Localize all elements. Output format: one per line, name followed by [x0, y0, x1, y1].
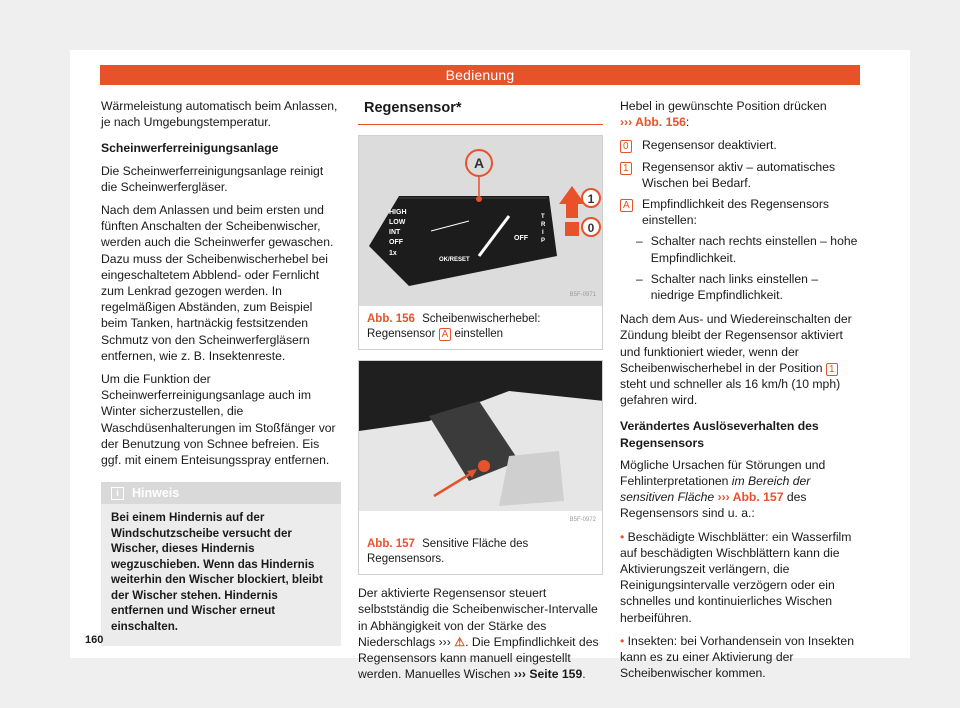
bullet-icon: • [620, 529, 625, 544]
text: steht und schneller als 16 km/h (10 mph) gefahren wird. [620, 377, 841, 408]
label-a: A [439, 328, 452, 341]
bullet-text: Insekten: bei Vorhandensein von Insekten kann es zu einer Aktivierung der Scheibenwischer kommen. [620, 633, 854, 681]
lever-label-off: OFF [389, 239, 403, 247]
lever-label-i: I [542, 230, 544, 237]
caption-text: Scheibenwischerhebel: Regensensor [367, 313, 541, 340]
figure-157 [358, 360, 603, 575]
paragraph: Die Scheinwerferreinigungsanlage reinigt die Scheinwerfergläser. [101, 163, 324, 194]
figure-label: Abb. 157 [367, 538, 415, 551]
column-right [620, 98, 860, 689]
section-title-rain-sensor: Regensensor* [358, 100, 603, 125]
callout-a: A [473, 155, 485, 172]
lever-label-off-right: OFF [514, 235, 528, 243]
sub-list-item [620, 233, 860, 265]
figure-157-caption [359, 531, 602, 574]
label-0: 0 [620, 140, 632, 153]
text: des Regensensors sind u. a.: [620, 490, 807, 521]
list-item [620, 137, 860, 153]
heading-headlight-cleaning: Scheinwerferreinigungsanlage [101, 141, 279, 156]
rain-sensor-illustration [359, 361, 602, 511]
list-item-text: Regensensor aktiv – automatisches Wischen bei Bedarf. [642, 159, 836, 190]
callout-1: 1 [587, 192, 595, 207]
link-abb-156[interactable]: ››› Abb. 156 [620, 115, 686, 130]
dash: – [636, 234, 643, 249]
lever-label-ok-reset: OK/RESET [439, 257, 470, 264]
heading-trigger-behavior: Verändertes Auslöseverhalten des Regensensors [620, 419, 819, 450]
figure-156 [358, 135, 603, 350]
callout-0: 0 [587, 221, 595, 236]
lever-label-int: INT [389, 229, 401, 237]
hint-title: Hinweis [132, 486, 180, 501]
paragraph: Nach dem Anlassen und beim ersten und fünften Anschalten der Scheibenwischer, werden auch die Scheinwerfer gewaschen. Dazu muss der Scheibenwischerhebel bei eingeschaltetem Abblend- oder Fernlicht zum Lenkrad gezogen werden. In regelmäßigen Abständen, zum Beispiel beim Tanken, hartnäckig festsitzenden Schmutz von den Scheinwerfergläsern entfernen, wie z. B. Insektenreste. [101, 203, 334, 363]
hint-box [101, 482, 341, 646]
bullet-item [620, 633, 860, 682]
sub-list-item [620, 271, 860, 303]
paragraph [620, 311, 860, 408]
page-number: 160 [85, 634, 104, 646]
text: Hebel in gewünschte Position drücken [620, 99, 827, 113]
hint-text: Bei einem Hindernis auf der Windschutzscheibe versucht der Wischer, dieses Hindernis wegzuschieben. Wenn das Hindernis weiterhin den Wischer blockiert, bleibt der Wischer stehen. Hindernis entfernen und Wischer erneut einschalten. [111, 511, 323, 633]
text: : [685, 115, 690, 130]
wiper-lever-image [359, 136, 602, 306]
text: Nach dem Aus- und Wiedereinschalten der Zündung bleibt der Regensensor aktiviert und funktioniert wieder, wenn der Scheibenwischerhebel in der Position [620, 312, 852, 375]
info-icon: i [111, 487, 124, 500]
rain-sensor-image [359, 361, 602, 531]
list-item-text: Regensensor deaktiviert. [642, 138, 777, 153]
figure-label: Abb. 156 [367, 313, 415, 326]
text: Mögliche Ursachen für Störungen und Fehlinterpretationen [620, 457, 826, 489]
lever-label-1x: 1x [389, 250, 397, 258]
link-abb-157[interactable]: ››› Abb. 157 [717, 490, 784, 505]
label-1: 1 [826, 363, 838, 376]
lever-label-r: R [541, 222, 546, 229]
reference-arrow: ››› [438, 634, 451, 649]
dash: – [636, 271, 643, 286]
image-code: B5F-0971 [569, 292, 596, 298]
intro-text: Wärmeleistung automatisch beim Anlassen, je nach Umgebungstemperatur. [101, 99, 338, 130]
lever-label-p: P [541, 238, 546, 245]
lever-label-low: LOW [389, 219, 406, 227]
sub-list-item-text: Schalter nach rechts einstellen – hohe Empfindlichkeit. [650, 234, 858, 265]
paragraph: Um die Funktion der Scheinwerferreinigungsanlage auch im Winter sicherzustellen, die Waschdüsenhalterungen im Stoßfänger vor der Benutzung von Schnee befreien. Eis ggf. mit einem Enteisungsspray entfernen. [101, 372, 336, 468]
wiper-lever-illustration [359, 136, 602, 306]
column-left [101, 98, 341, 646]
bullet-text: Beschädigte Wischblätter: ein Wasserfilm auf beschädigten Wischblättern kann die Aktivierungszeit verlängern, die Reinigungsintervalle verzögern oder ein schnelles und kontinuierliches Wischen herbeiführen. [620, 529, 852, 625]
lever-label-t: T [541, 214, 545, 221]
lever-label-high: HIGH [389, 209, 407, 217]
hint-header [101, 482, 341, 504]
warning-icon[interactable]: ⚠ [454, 634, 466, 649]
caption-text: einstellen [454, 327, 504, 340]
bullet-item [620, 529, 860, 626]
bullet-icon: • [620, 633, 625, 648]
caption-text: Sensitive Fläche des Regensensors. [367, 538, 529, 565]
paragraph [620, 457, 860, 522]
link-seite-159[interactable]: ››› Seite 159 [513, 667, 583, 682]
column-middle [358, 100, 603, 689]
text: . Die Empfindlichkeit des Regensensors kann manuell eingestellt werden. Manuelles Wischen [358, 634, 599, 682]
label-1: 1 [620, 162, 632, 175]
text: . [582, 667, 586, 682]
text: Der aktivierte Regensensor steuert selbstständig die Scheibenwischer-Intervalle in Abhängigkeit von der Stärke des Niederschlags [358, 586, 598, 649]
sub-list-item-text: Schalter nach links einstellen – niedrige Empfindlichkeit. [650, 271, 819, 303]
figure-156-caption [359, 306, 602, 349]
rain-sensor-paragraph [358, 585, 603, 682]
list-item [620, 196, 860, 228]
intro-paragraph [620, 98, 860, 130]
label-a: A [620, 199, 633, 212]
italic-text: im Bereich der sensitiven Fläche [620, 474, 811, 505]
list-item [620, 159, 860, 191]
list-item-text: Empfindlichkeit des Regensensors einstellen: [642, 197, 829, 228]
image-code: B5F-0972 [569, 517, 596, 523]
section-header: Bedienung [100, 65, 860, 85]
